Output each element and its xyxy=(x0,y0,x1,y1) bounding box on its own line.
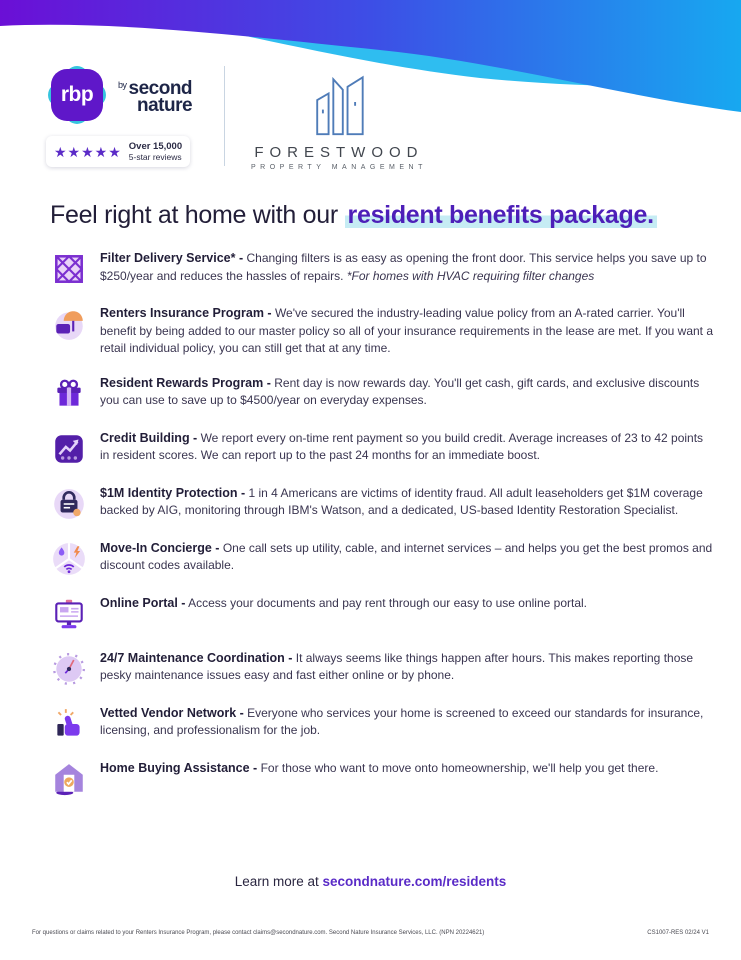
benefit-item-resident-rewards xyxy=(50,375,713,413)
page-title-regular: Feel right at home with our xyxy=(50,201,345,229)
page-title xyxy=(50,201,710,230)
benefit-item-identity-protection xyxy=(50,485,713,523)
benefit-item-move-in-concierge xyxy=(50,540,713,578)
five-stars-icon: ★★★★★ xyxy=(54,143,122,160)
rbp-logo-purple-shape xyxy=(51,69,103,121)
rbp-logo xyxy=(46,64,108,126)
umbrella-icon xyxy=(50,305,88,343)
benefit-text: Renters Insurance Program - We've secured the industry-leading value policy from an A-rated carrier. You'll benefit by being added to our master policy so all of your insurance requirements in the lease are met. If you want a retail individual policy, you can still get that at any time. xyxy=(100,306,714,355)
learn-more-prefix: Learn more at xyxy=(234,874,323,889)
benefit-text: Vetted Vendor Network - Everyone who services your home is screened to exceed our standards for insurance, licensing, and professionalism for the job. xyxy=(100,705,704,737)
fine-print xyxy=(32,930,709,936)
benefit-item-credit-building xyxy=(50,430,713,468)
rating-caption: 5-star reviews xyxy=(128,152,182,162)
rating-count: Over 15,000 xyxy=(128,141,183,152)
review-rating-badge xyxy=(46,136,190,167)
filter-icon xyxy=(50,250,88,288)
benefit-text: $1M Identity Protection - 1 in 4 Americans are victims of identity fraud. All adult leaseholders get $1M coverage backed by AIG, monitoring through IBM's Watson, and a dedicated, US-based Identity Restoration Specialist. xyxy=(100,485,703,517)
rating-text xyxy=(129,141,182,162)
by-label: by xyxy=(118,79,127,90)
benefit-item-home-buying xyxy=(50,760,713,798)
identity-lock-icon xyxy=(50,485,88,523)
partner-name: FORESTWOOD xyxy=(254,144,424,161)
benefit-text: Resident Rewards Program - Rent day is now rewards day. You'll get cash, gift cards, and exclusive discounts you can use to save up to $4500/year on everyday expenses. xyxy=(100,375,700,407)
buildings-icon xyxy=(306,66,372,138)
benefit-item-filter-delivery xyxy=(50,250,713,288)
benefit-text: 24/7 Maintenance Coordination - It always seems like things happen after hours. This makes reporting those pesky maintenance issues easy and fast either online or by phone. xyxy=(100,650,694,682)
gift-icon xyxy=(50,375,88,413)
page-title-highlight: resident benefits package. xyxy=(345,201,657,229)
benefit-text: Home Buying Assistance - For those who want to move onto homeownership, we'll help you get there. xyxy=(100,760,659,775)
benefit-item-vendor-network xyxy=(50,705,713,743)
clock-icon xyxy=(50,650,88,688)
brand-line1: second xyxy=(128,77,193,99)
learn-more-link[interactable]: secondnature.com/residents xyxy=(322,874,507,889)
fine-print-text: For questions or claims related to your Renters Insurance Program, please contact claims@secondnature.com. Second Nature Insurance Services, LLC. (NPN 20224621) xyxy=(32,930,485,936)
house-icon xyxy=(50,760,88,798)
benefit-text: Move-In Concierge - One call sets up utility, cable, and internet services – and helps you get the best promos and discount codes available. xyxy=(100,540,713,572)
rbp-brand-cluster xyxy=(46,64,206,167)
benefit-text: Online Portal - Access your documents and pay rent through our easy to use online portal. xyxy=(100,595,588,610)
partner-logo xyxy=(251,66,427,171)
benefit-item-maintenance xyxy=(50,650,713,688)
brand-line2: nature xyxy=(136,94,193,116)
benefit-text: Filter Delivery Service* - Changing filters is as easy as opening the front door. This service helps you save up to $250/year and reduces the hassles of repairs. *For homes with HVAC requiring filter changes xyxy=(100,251,707,283)
document-code: CS1007-RES 02/24 V1 xyxy=(647,930,709,936)
logo-divider xyxy=(224,66,225,166)
benefit-item-renters-insurance xyxy=(50,305,713,358)
benefit-item-online-portal xyxy=(50,595,713,633)
header xyxy=(46,64,427,171)
benefits-list xyxy=(50,250,713,815)
utilities-icon xyxy=(50,540,88,578)
credit-chart-icon xyxy=(50,430,88,468)
partner-subtitle: PROPERTY MANAGEMENT xyxy=(251,164,427,171)
learn-more-line xyxy=(0,874,741,889)
monitor-icon xyxy=(50,595,88,633)
rbp-logo-text: rbp xyxy=(60,83,94,106)
benefit-text: Credit Building - We report every on-time rent payment so you build credit. Average increases of 23 to 42 points in resident scores. We can report up to the past 24 months for an immediate boost. xyxy=(100,430,704,462)
second-nature-wordmark xyxy=(118,77,192,114)
thumbs-up-icon xyxy=(50,705,88,743)
